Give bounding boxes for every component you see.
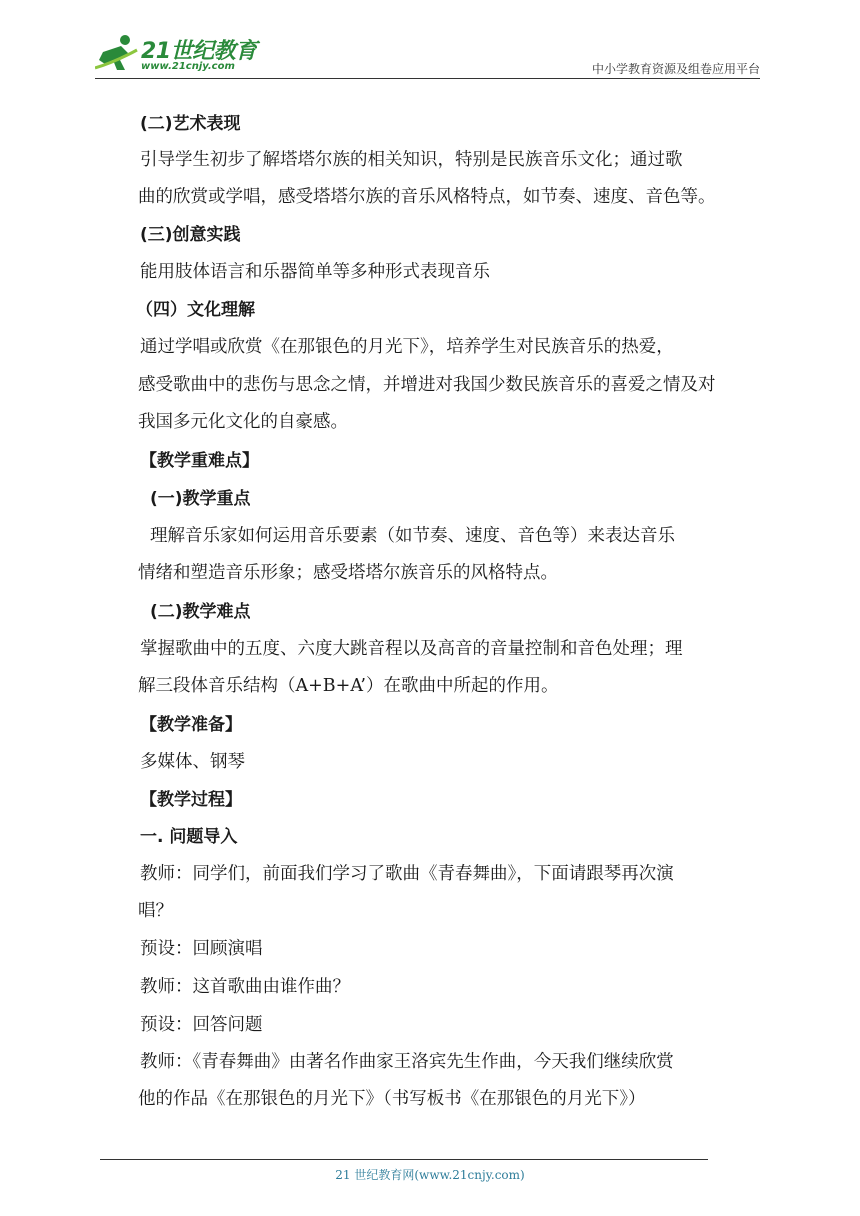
header-divider [95,78,760,79]
page-header [95,32,760,78]
heading-difficulty: (二)教学难点 [150,602,251,622]
heading-art: (二)艺术表现 [140,114,241,134]
runner-icon [95,34,139,74]
site-logo[interactable] [95,32,265,78]
paragraph-line: 教师：《青春舞曲》由著名作曲家王洛宾先生作曲，今天我们继续欣赏 [140,1052,674,1072]
paragraph-line: 教师：同学们，前面我们学习了歌曲《青春舞曲》，下面请跟琴再次演 [140,864,674,884]
paragraph-line: 多媒体、钢琴 [140,752,245,772]
paragraph-line: 预设：回顾演唱 [140,939,263,959]
platform-title: 中小学教育资源及组卷应用平台 [591,62,760,76]
paragraph-line: 掌握歌曲中的五度、六度大跳音程以及高音的音量控制和音色处理；理 [140,639,683,659]
paragraph-line: 能用肢体语言和乐器简单等多种形式表现音乐 [140,262,490,282]
paragraph-line: 教师：这首歌曲由谁作曲？ [140,977,350,997]
logo-text: 21世纪教育 [141,39,257,64]
heading-prep: 【教学准备】 [140,715,242,735]
paragraph-line: 曲的欣赏或学唱，感受塔塔尔族的音乐风格特点，如节奏、速度、音色等。 [138,187,716,207]
heading-culture: （四）文化理解 [136,300,255,320]
paragraph-line: 情绪和塑造音乐形象；感受塔塔尔族音乐的风格特点。 [138,563,558,583]
heading-keypoints: 【教学重难点】 [140,451,259,471]
logo-url: www.21cnjy.com [141,61,235,72]
paragraph-line: 感受歌曲中的悲伤与思念之情，并增进对我国少数民族音乐的喜爱之情及对 [138,375,716,395]
heading-practice: (三)创意实践 [140,225,241,245]
paragraph-line: 引导学生初步了解塔塔尔族的相关知识，特别是民族音乐文化；通过歌 [140,150,683,170]
paragraph-line: 预设：回答问题 [140,1015,263,1035]
heading-intro: 一. 问题导入 [140,827,238,847]
paragraph-line: 理解音乐家如何运用音乐要素（如节奏、速度、音色等）来表达音乐 [150,526,675,546]
paragraph-line: 唱？ [138,901,173,921]
heading-focus: (一)教学重点 [150,489,251,509]
footer-link[interactable]: 21 世纪教育网(www.21cnjy.com) [335,1168,525,1182]
paragraph-line: 我国多元化文化的自豪感。 [138,412,348,432]
paragraph-line: 解三段体音乐结构（A+B+A’）在歌曲中所起的作用。 [138,676,559,696]
paragraph-line: 通过学唱或欣赏《在那银色的月光下》，培养学生对民族音乐的热爱， [140,337,674,357]
heading-process: 【教学过程】 [140,790,242,810]
paragraph-line: 他的作品《在那银色的月光下》（书写板书《在那银色的月光下》） [138,1089,646,1109]
footer-divider [100,1159,708,1160]
